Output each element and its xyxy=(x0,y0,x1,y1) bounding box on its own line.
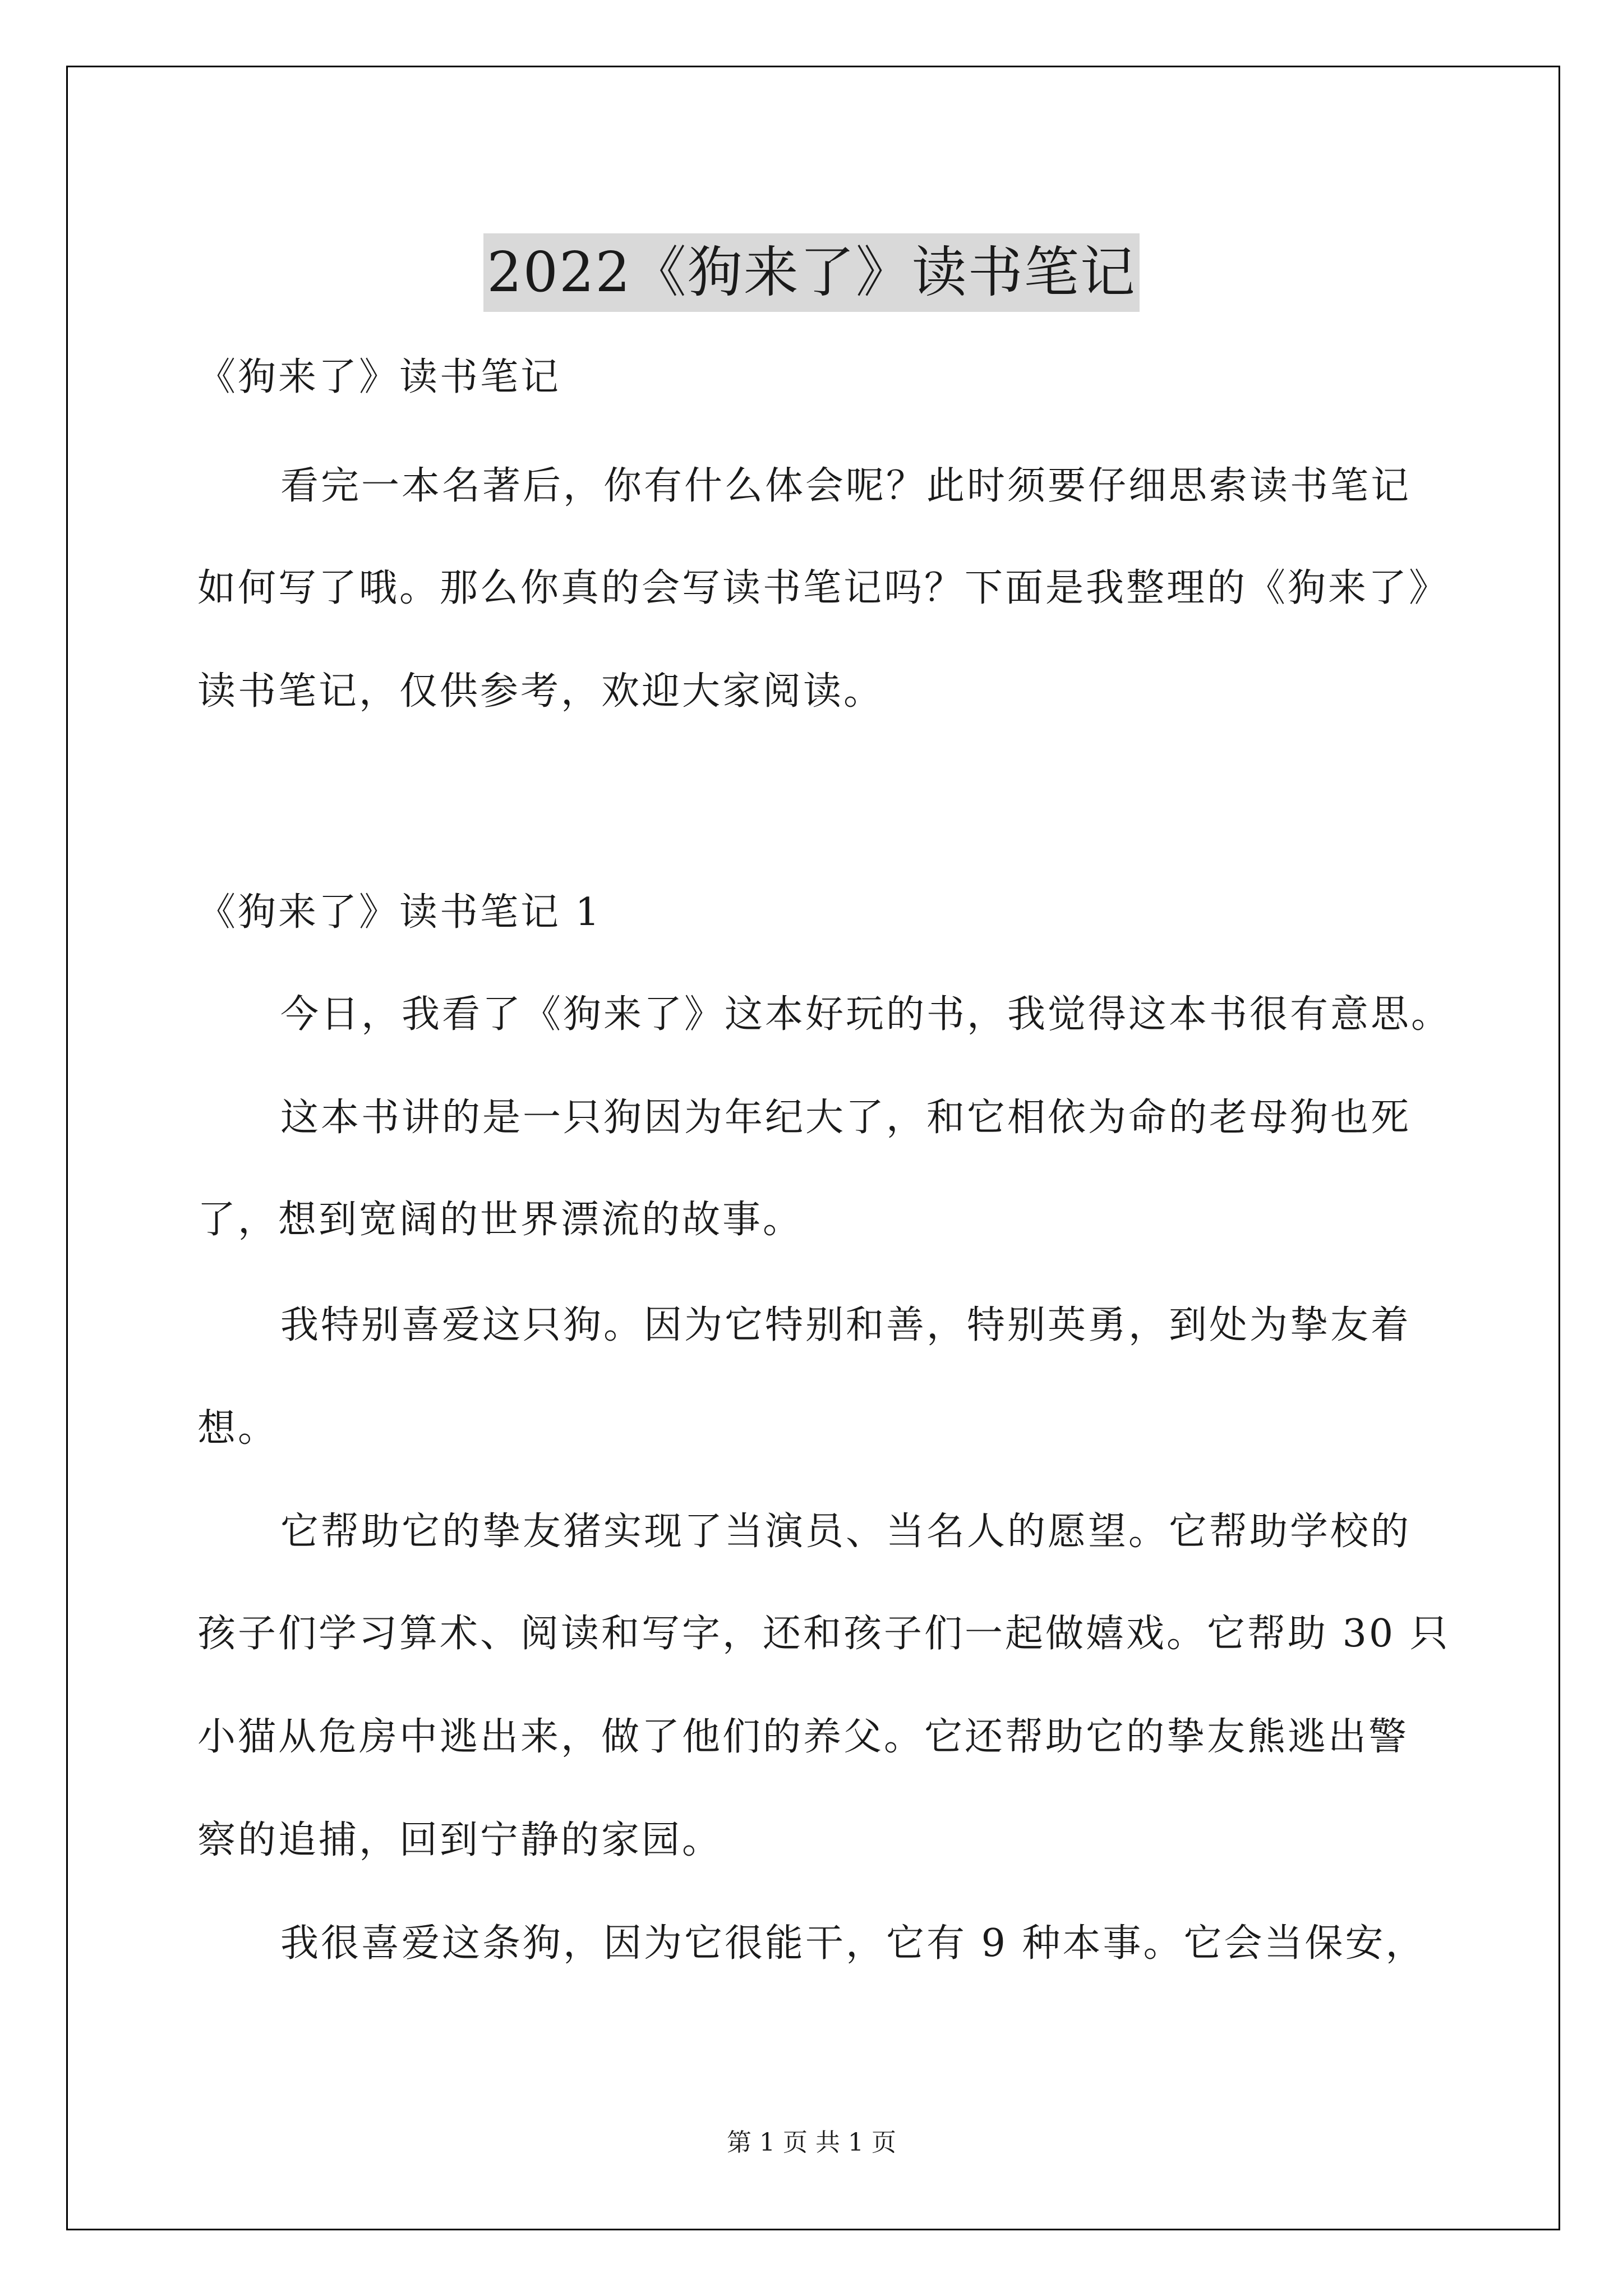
body-line: 我特别喜爱这只狗。因为它特别和善，特别英勇，到处为挚友着 xyxy=(280,1303,1412,1347)
document-title: 2022《狗来了》读书笔记 xyxy=(483,233,1139,312)
body-line: 小猫从危房中逃出来，做了他们的养父。它还帮助它的挚友熊逃出警 xyxy=(197,1715,1409,1759)
body-line: 察的追捕，回到宁静的家园。 xyxy=(197,1818,723,1862)
body-line: 了，想到宽阔的世界漂流的故事。 xyxy=(197,1198,804,1242)
intro-line: 看完一本名著后，你有什么体会呢？此时须要仔细思索读书笔记 xyxy=(280,464,1412,508)
body-line: 我很喜爱这条狗，因为它很能干，它有 9 种本事。它会当保安， xyxy=(280,1921,1426,1966)
document-subtitle: 《狗来了》读书笔记 xyxy=(197,355,561,399)
intro-line: 如何写了哦。那么你真的会写读书笔记吗？下面是我整理的《狗来了》 xyxy=(197,566,1450,610)
body-line: 今日，我看了《狗来了》这本好玩的书，我觉得这本书很有意思。 xyxy=(280,992,1452,1037)
intro-line: 读书笔记，仅供参考，欢迎大家阅读。 xyxy=(197,669,884,714)
body-line: 孩子们学习算术、阅读和写字，还和孩子们一起做嬉戏。它帮助 30 只 xyxy=(197,1612,1450,1656)
title-container xyxy=(0,196,1623,348)
body-line: 它帮助它的挚友猪实现了当演员、当名人的愿望。它帮助学校的 xyxy=(280,1510,1412,1554)
body-line: 想。 xyxy=(197,1406,279,1451)
page-footer: 第 1 页 共 1 页 xyxy=(727,2128,896,2157)
body-line: 这本书讲的是一只狗因为年纪大了，和它相依为命的老母狗也死 xyxy=(280,1096,1412,1140)
section-heading: 《狗来了》读书笔记 1 xyxy=(197,890,602,935)
